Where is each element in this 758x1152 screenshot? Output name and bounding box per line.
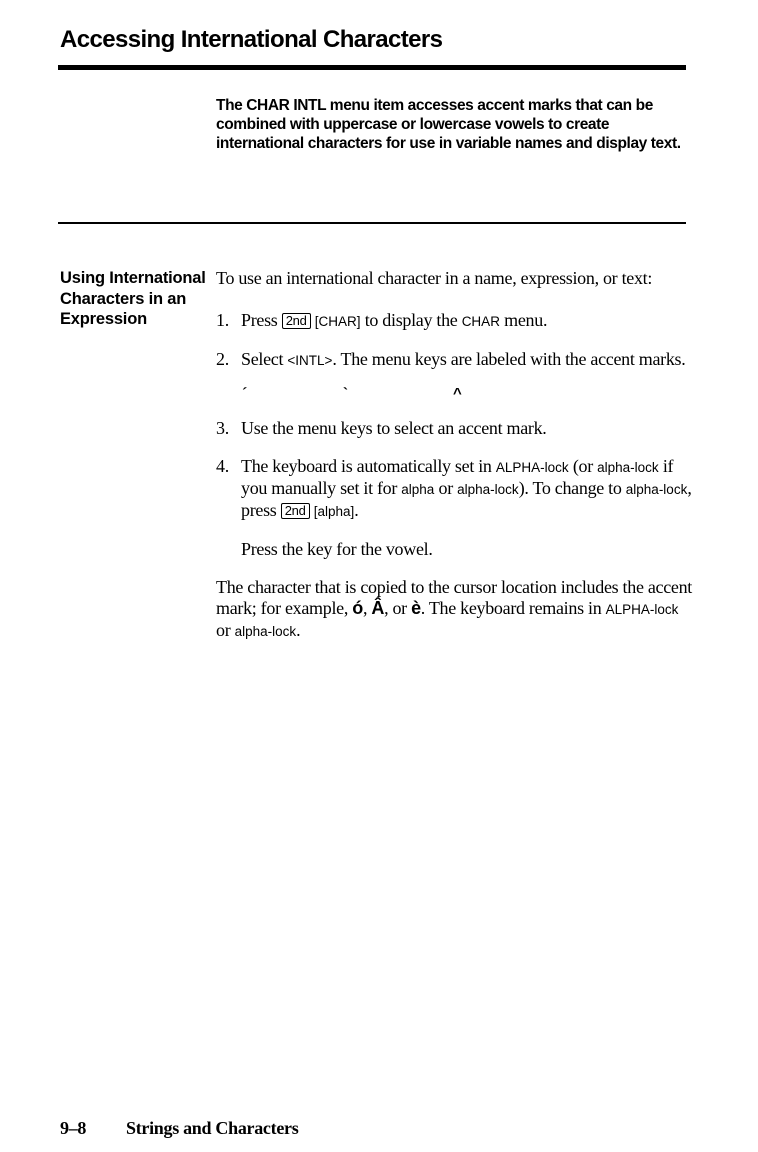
- page-title: Accessing International Characters: [60, 26, 443, 53]
- alpha-lock-lower-label: alpha-lock: [234, 624, 297, 639]
- step-text: Use the menu keys to select an accent mark.: [241, 418, 547, 438]
- acute-accent-label: ´: [241, 385, 246, 402]
- step-fragment: The keyboard is automatically set in: [241, 456, 492, 476]
- step-fragment: ). To change to: [518, 478, 622, 498]
- step-fragment: , press: [241, 478, 692, 520]
- step-4: [216, 456, 696, 560]
- closing-fragment: ,: [362, 598, 368, 618]
- intro-paragraph: The CHAR INTL menu item accesses accent marks that can be combined with uppercase or lowercase vowels to create international characters for use in variable names and display text.: [216, 97, 681, 152]
- example-char: ó: [352, 598, 363, 618]
- step-text: [241, 456, 696, 560]
- step-fragment: if you manually set it for: [241, 456, 674, 498]
- alpha-lock-upper-label: ALPHA-lock: [605, 602, 679, 617]
- step-number: 2.: [216, 349, 229, 369]
- step-1: [216, 310, 696, 332]
- section-heading: Using International Characters in an Expression: [60, 269, 206, 328]
- intl-menu-item: <INTL>: [287, 353, 333, 368]
- chapter-title: Strings and Characters: [126, 1118, 299, 1138]
- step-3: [216, 418, 696, 439]
- section-body: [216, 268, 696, 642]
- steps-list: [216, 310, 696, 371]
- alpha-lock-lower-label: alpha-lock: [597, 460, 659, 475]
- step-number: 3.: [216, 418, 229, 438]
- char-menu-name: CHAR: [461, 314, 500, 329]
- page-number: 9–8: [60, 1118, 87, 1138]
- step-text: [241, 310, 696, 332]
- step-fragment: to display the: [364, 310, 458, 330]
- step-fragment: (or: [572, 456, 593, 476]
- circumflex-accent-label: ^: [453, 385, 462, 402]
- accent-mark-labels: [241, 383, 696, 405]
- steps-list-continued: [216, 418, 696, 560]
- example-char: Â: [371, 598, 385, 618]
- step-fragment: menu.: [504, 310, 548, 330]
- step-fragment: or: [438, 478, 453, 498]
- 2nd-key-icon: 2nd: [281, 503, 310, 519]
- step-number: 1.: [216, 310, 229, 330]
- step-word: Select: [241, 349, 284, 369]
- closing-fragment: . The keyboard remains in: [420, 598, 602, 618]
- alpha-lock-lower-label: alpha-lock: [625, 482, 688, 497]
- top-rule: [58, 65, 686, 70]
- alpha-lock-lower-label: alpha-lock: [457, 482, 519, 497]
- page-footer: [60, 1118, 298, 1139]
- lead-paragraph: To use an international character in a name, expression, or text:: [216, 268, 653, 288]
- alpha-label: alpha: [401, 482, 435, 497]
- grave-accent-label: `: [343, 385, 348, 402]
- 2nd-key-icon: 2nd: [282, 313, 311, 329]
- section-rule: [58, 222, 686, 224]
- step-fragment: .: [354, 500, 359, 520]
- step-number: 4.: [216, 456, 229, 476]
- closing-fragment: .: [296, 620, 301, 640]
- closing-fragment: or: [216, 620, 231, 640]
- closing-fragment: , or: [384, 598, 407, 618]
- example-char: è: [411, 598, 421, 618]
- closing-paragraph: [216, 577, 696, 642]
- step-2: [216, 349, 696, 371]
- step-word: Press: [241, 310, 278, 330]
- char-key-label: [CHAR]: [314, 314, 361, 329]
- step-extra: Press the key for the vowel.: [241, 539, 433, 559]
- closing-fragment: The character that is copied to the cursor location includes the accent mark; for example,: [216, 577, 692, 618]
- alpha-key-label: [alpha]: [313, 504, 355, 519]
- step-fragment: . The menu keys are labeled with the accent marks.: [332, 349, 686, 369]
- step-text: [241, 349, 696, 371]
- alpha-lock-upper-label: ALPHA-lock: [495, 460, 569, 475]
